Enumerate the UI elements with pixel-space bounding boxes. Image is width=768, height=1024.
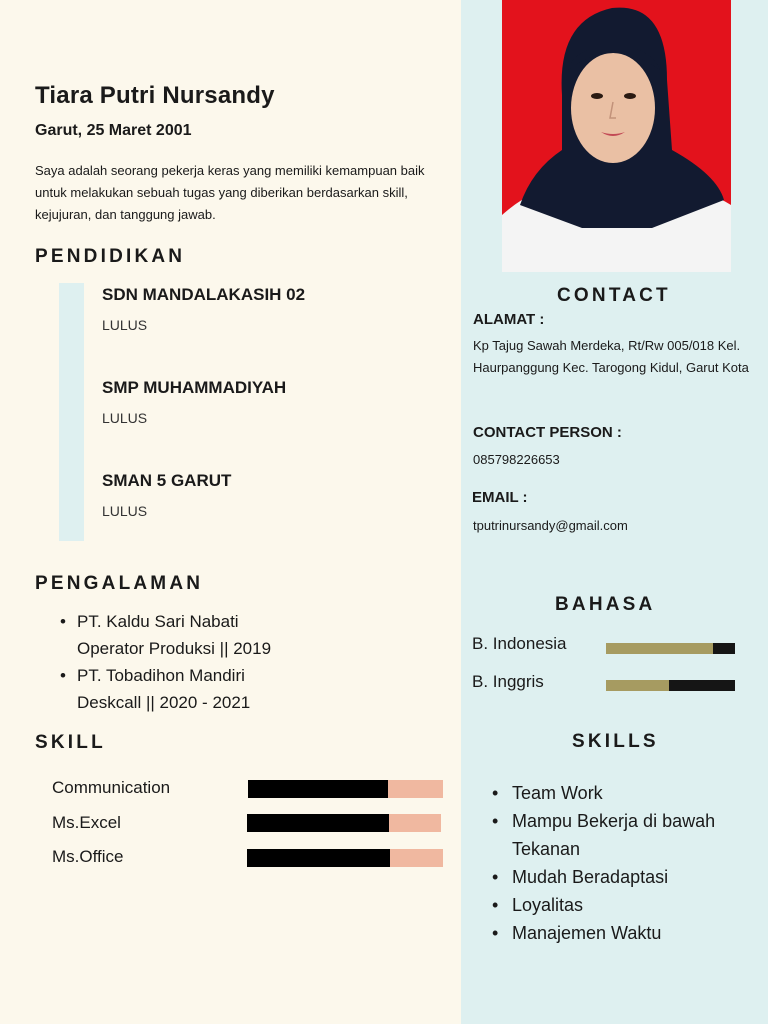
contact-title: CONTACT bbox=[557, 285, 671, 306]
education-status: LULUS bbox=[102, 410, 148, 426]
education-status: LULUS bbox=[102, 317, 148, 333]
experience-role: Operator Produksi || 2019 bbox=[77, 639, 272, 658]
skills-list bbox=[492, 779, 762, 947]
skills-list-item: • Mudah Beradaptasi bbox=[492, 863, 762, 891]
language-title: BAHASA bbox=[555, 594, 656, 615]
address-label: ALAMAT : bbox=[473, 311, 545, 328]
language-level-fill bbox=[606, 643, 713, 654]
skill-level-bar bbox=[247, 849, 443, 867]
skill-title: SKILL bbox=[35, 732, 106, 753]
summary-text: Saya adalah seorang pekerja keras yang memiliki kemampuan baik untuk melakukan sebuah tugas yang diberikan berdasarkan skill, kejujuran, dan tanggung jawab. bbox=[35, 163, 425, 222]
experience-item bbox=[60, 662, 440, 716]
experience-list bbox=[60, 608, 440, 716]
skill-name: Ms.Office bbox=[52, 847, 124, 866]
address-text: Kp Tajug Sawah Merdeka, Rt/Rw 005/018 Kel. Haurpanggung Kec. Tarogong Kidul, Garut Kota bbox=[473, 338, 749, 375]
contact-person-label: CONTACT PERSON : bbox=[473, 424, 622, 441]
birth-place-date: Garut, 25 Maret 2001 bbox=[35, 122, 192, 139]
education-school: SDN MANDALAKASIH 02 bbox=[102, 285, 306, 304]
skill-level-fill bbox=[247, 814, 389, 832]
email-address: tputrinursandy@gmail.com bbox=[473, 518, 628, 533]
education-school: SMP MUHAMMADIYAH bbox=[102, 378, 287, 397]
education-title: PENDIDIKAN bbox=[35, 246, 186, 267]
profile-photo bbox=[502, 0, 731, 272]
language-level-bar bbox=[606, 680, 735, 691]
experience-company: • PT. Kaldu Sari Nabati bbox=[77, 612, 239, 631]
education-accent-bar bbox=[59, 283, 84, 541]
skill-name: Communication bbox=[52, 778, 171, 797]
email-label: EMAIL : bbox=[472, 489, 528, 506]
experience-item bbox=[60, 608, 440, 662]
skills-list-item: • Manajemen Waktu bbox=[492, 919, 762, 947]
experience-company: • PT. Tobadihon Mandiri bbox=[77, 666, 245, 685]
skills-list-item: • Team Work bbox=[492, 779, 762, 807]
experience-title: PENGALAMAN bbox=[35, 573, 204, 594]
skill-level-fill bbox=[247, 849, 390, 867]
language-level-bar bbox=[606, 643, 735, 654]
skills-list-item: • Mampu Bekerja di bawah Tekanan bbox=[492, 807, 762, 863]
language-level-fill bbox=[606, 680, 669, 691]
experience-role: Deskcall || 2020 - 2021 bbox=[77, 693, 251, 712]
full-name: Tiara Putri Nursandy bbox=[35, 82, 275, 109]
skill-level-fill bbox=[248, 780, 388, 798]
language-name: B. Indonesia bbox=[472, 634, 567, 653]
skills-list-title: SKILLS bbox=[572, 731, 659, 752]
phone-number: 085798226653 bbox=[473, 452, 560, 467]
language-name: B. Inggris bbox=[472, 672, 544, 691]
education-school: SMAN 5 GARUT bbox=[102, 471, 232, 490]
skill-level-bar bbox=[248, 780, 443, 798]
skills-list-item: • Loyalitas bbox=[492, 891, 762, 919]
skill-name: Ms.Excel bbox=[52, 813, 121, 832]
skill-level-bar bbox=[247, 814, 441, 832]
education-status: LULUS bbox=[102, 503, 148, 519]
